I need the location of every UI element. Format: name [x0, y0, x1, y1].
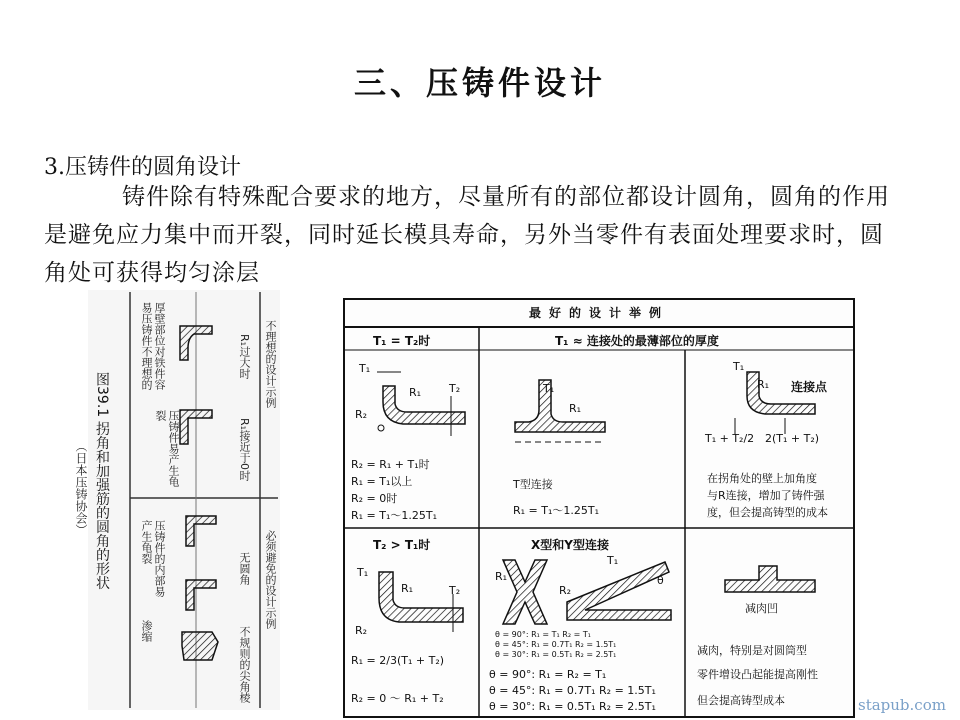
section-heading: 3.压铸件的圆角设计 — [44, 155, 241, 180]
cell3-line-1: 在拐角处的壁上加角度 — [707, 472, 817, 485]
cell5-r1: R₁ — [495, 570, 508, 583]
cell5-t1: T₁ — [607, 554, 619, 567]
body-paragraph — [44, 178, 904, 292]
note-thick-wall: 厚壁部位对铁件容易压铸件不理想的 — [140, 302, 166, 390]
header-avoid: 必须避免的设计示例 — [264, 530, 277, 629]
cell4-line-1: R₁ = 2/3(T₁ + T₂) — [351, 654, 445, 667]
cell5-r2: R₂ — [559, 584, 572, 597]
cell1-line-3: R₂ = 0时 — [351, 492, 398, 505]
cell5-legend-1: θ = 90°: R₁ = T₁ R₂ = T₁ — [495, 630, 591, 639]
figure-caption: 图39.1 拐角和加强筋的圆角的形状 — [94, 372, 110, 590]
cell2-r1: R₁ — [569, 402, 582, 415]
label-r1-large: R₁过大时 — [238, 334, 251, 380]
cell2-line-1: T型连接 — [513, 478, 553, 491]
cell3-dim-1: T₁ + T₂/2 — [705, 432, 755, 445]
watermark: stapub.com — [858, 696, 946, 714]
cell6-line-3: 但会提高铸型成本 — [697, 694, 785, 707]
cell4-title: T₂ > T₁时 — [373, 538, 431, 552]
cell5-legend-2: θ = 45°: R₁ = 0.7T₁ R₂ = 1.5T₁ — [495, 640, 617, 649]
cell3-line-2: 与R连接，增加了铸件强 — [707, 489, 825, 502]
cell5-legend-3: θ = 30°: R₁ = 0.5T₁ R₂ = 2.5T₁ — [495, 650, 617, 659]
cell5-title: X型和Y型连接 — [531, 538, 609, 552]
paragraph-text: 铸件除有特殊配合要求的地方，尽量所有的部位都设计圆角，圆角的作用是避免应力集中而开裂，同时延长模具寿命，另外当零件有表面处理要求时，圆角处可获得均匀涂层 — [44, 184, 890, 286]
cell4-t1: T₁ — [357, 566, 369, 579]
cell3-r1: R₁ — [757, 378, 770, 391]
cell5-line-1: θ = 90°: R₁ = R₂ = T₁ — [489, 668, 607, 681]
figure-caption-sub: （日本压铸协会） — [74, 440, 88, 536]
cell3-t1: T₁ — [733, 360, 745, 373]
cell1-r1: R₁ — [409, 386, 422, 399]
cell2-header: T₁ ≈ 连接处的最薄部位的厚度 — [555, 334, 719, 348]
label-no-fillet: 无圆角 — [238, 552, 251, 585]
design-examples-table — [343, 298, 855, 718]
cell3-label: 连接点 — [791, 380, 828, 394]
cell1-line-4: R₁ = T₁～1.25T₁ — [351, 509, 438, 522]
cell2-diagram — [505, 370, 625, 450]
left-figure-shapes — [172, 320, 232, 680]
note-crack: 压铸件易产生龟裂 — [154, 410, 180, 487]
cell5-line-2: θ = 45°: R₁ = 0.7T₁ R₂ = 1.5T₁ — [489, 684, 656, 697]
cell4-t2: T₂ — [449, 584, 461, 597]
cell6-line-2: 零件增设凸起能提高刚性 — [697, 668, 818, 681]
note-internal-crack: 压铸件的内部易产生龟裂 — [140, 520, 166, 597]
cell4-line-2: R₂ = 0 ～ R₁ + T₂ — [351, 692, 444, 705]
cell1-t2: T₂ — [449, 382, 461, 395]
cell2-line-2: R₁ = T₁～1.25T₁ — [513, 504, 600, 517]
cell1-line-1: R₂ = R₁ + T₁时 — [351, 458, 430, 471]
cell4-r2: R₂ — [355, 624, 368, 637]
label-irregular: 不规则的尖角棱 — [238, 626, 251, 703]
cell6-label: 减肉凹 — [745, 602, 778, 615]
note-shrink: 渗缩 — [140, 620, 153, 642]
cell5-theta: θ — [657, 574, 664, 587]
header-undesirable: 不理想的设计示例 — [264, 320, 277, 408]
cell3-dim-2: 2(T₁ + T₂) — [765, 432, 820, 445]
label-r1-zero: R₁接近于0时 — [238, 418, 251, 482]
cell1-diagram — [355, 356, 471, 446]
cell5-line-3: θ = 30°: R₁ = 0.5T₁ R₂ = 2.5T₁ — [489, 700, 656, 713]
cell3-line-3: 度，但会提高铸型的成本 — [707, 506, 828, 519]
left-figure — [74, 290, 280, 710]
cell1-t1: T₁ — [359, 362, 371, 375]
cell5-diagram — [485, 552, 681, 632]
cell4-r1: R₁ — [401, 582, 414, 595]
cell1-r2: R₂ — [355, 408, 368, 421]
cell6-line-1: 减肉，特别是对圆筒型 — [697, 644, 807, 657]
cell1-line-2: R₁ = T₁以上 — [351, 475, 413, 488]
slide-title: 三、压铸件设计 — [353, 64, 606, 102]
cell1-title: T₁ = T₂时 — [373, 334, 431, 348]
table-header: 最好的设计举例 — [345, 300, 853, 328]
cell2-t1: T₁ — [543, 382, 555, 395]
